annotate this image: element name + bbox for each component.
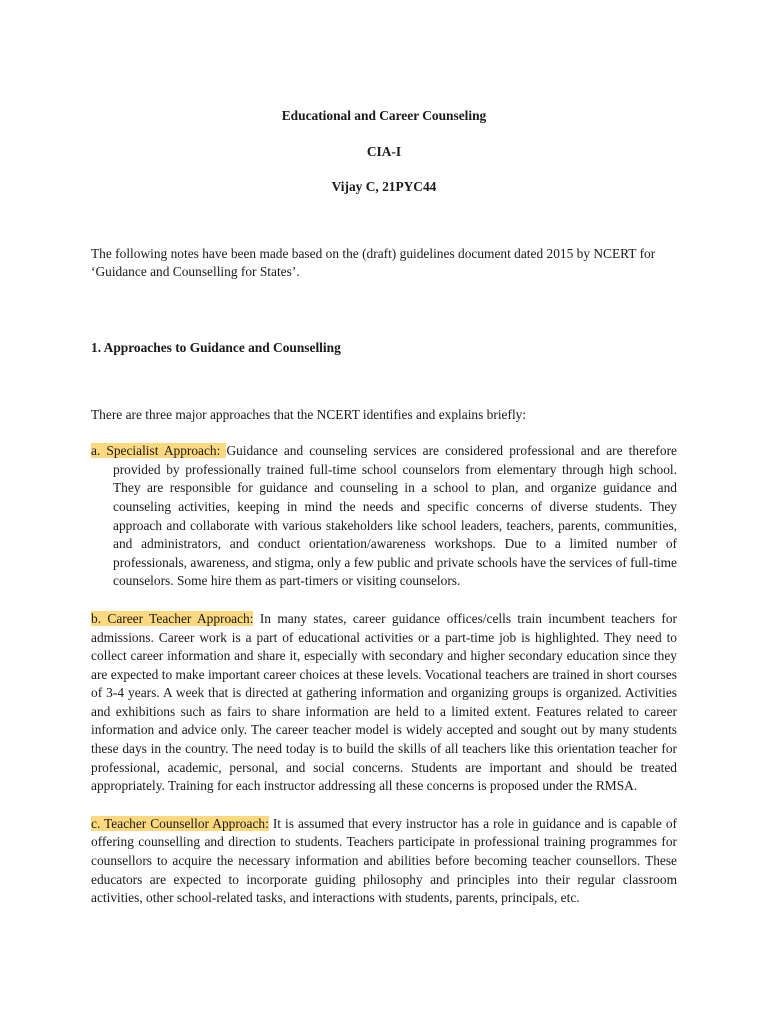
approach-career-teacher [91, 610, 677, 796]
approach-label-highlight: a. Specialist Approach: [91, 443, 227, 459]
section-lead: There are three major approaches that the NCERT identifies and explains briefly: [91, 406, 527, 422]
approach-text: Guidance and counseling services are considered professional and are therefore provided by professionally trained full-time school counselors from elementary through high school. They are responsible for guidance and counseling in a school to plan, and organize guidance and counseling activities, keeping in mind the needs and specific concerns of diverse students. They approach and collaborate with various stakeholders like school leaders, teachers, parents, communities, and administrators, and conduct orientation/awareness workshops. Due to a limited number of professionals, awareness, and stigma, only a few public and private schools have the services of full-time counselors. Some hire them as part-timers or visiting counselors. [113, 443, 677, 589]
approach-specialist [91, 442, 677, 591]
intro-paragraph: The following notes have been made based on the (draft) guidelines document dated 2015 by NCERT for ‘Guidance and Counselling for States’. [91, 245, 656, 280]
approach-label-highlight: c. Teacher Counsellor Approach: [91, 815, 269, 831]
approach-label-highlight: b. Career Teacher Approach: [91, 610, 254, 626]
document-subtitle: CIA-I [366, 143, 402, 159]
author-line: Vijay C, 21PYC44 [331, 179, 437, 195]
section-heading: 1. Approaches to Guidance and Counselling [91, 339, 341, 355]
document-body [91, 107, 677, 908]
approach-text: It is assumed that every instructor has a role in guidance and is capable of offering counselling and direction to students. Teachers participate in professional training programmes for counsellors to acquire the necessary information and abilities before becoming teacher counsellors. These educators are expected to incorporate guiding philosophy and principles into their regular classroom activities, other school-related tasks, and interactions with students, parents, principals, etc. [91, 815, 678, 906]
approach-text: In many states, career guidance offices/cells train incumbent teachers for admissions. Career work is a part of educational activities or a part-time job is highlighted. They need to collect career information and share it, especially with secondary and higher secondary education since they are expected to make important career choices at these levels. Vocational teachers are trained in short courses of 3-4 years. A week that is directed at gathering information and organizing groups is organized. Activities and exhibitions such as fairs to share information are held to a limited extent. Features related to career information and advice only. The career teacher model is widely accepted and sought out by many students these days in the country. The need today is to build the skills of all teachers like this orientation teacher for professional, academic, personal, and social concerns. Students are important and should be treated appropriately. Training for each instructor addressing all these concerns is proposed under the RMSA. [91, 610, 677, 794]
document-title: Educational and Career Counseling [281, 108, 487, 123]
approach-teacher-counsellor [91, 815, 677, 908]
